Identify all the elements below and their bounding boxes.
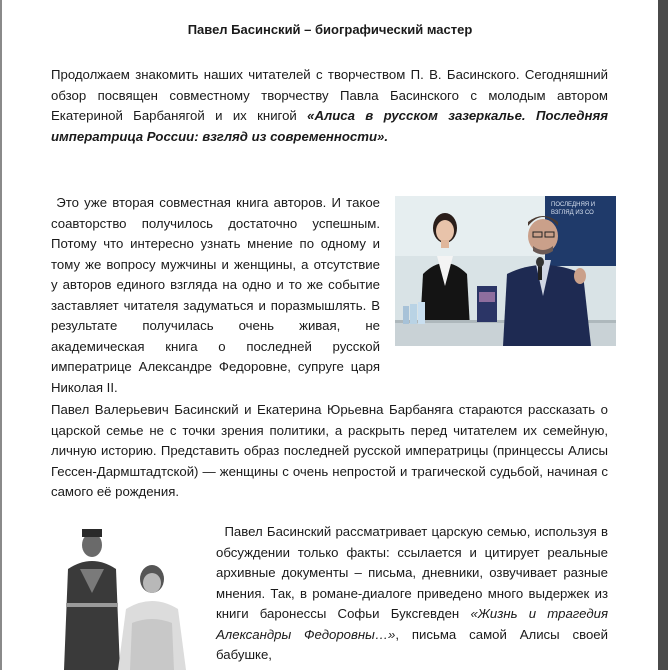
book-title-bold: «Алиса в русском зазеркалье. Последняя императрица России: взгляд из современности». bbox=[51, 108, 609, 144]
intro-paragraph bbox=[51, 65, 608, 147]
intro-text: Продолжаем знакомить наших читателей с творчеством П. В. Басинского. Сегодняшний обзор посвящен совместному творчеству Павла Басинского с молодым автором Екатериной Барбанягой и их книгой bbox=[51, 67, 608, 123]
paragraph-facts-tail: , письма самой Алисы своей бабушке, bbox=[216, 626, 608, 662]
authors-photo bbox=[395, 196, 616, 346]
paragraph-facts bbox=[216, 522, 608, 666]
article-title: Павел Басинский – биографический мастер bbox=[187, 22, 473, 37]
backdrop-text-1: ПОСЛЕДНЯЯ И bbox=[551, 202, 596, 208]
royal-couple-photo bbox=[52, 523, 200, 670]
authors-photo-image bbox=[395, 196, 616, 346]
quoted-book-title: «Жизнь и трагедия Александры Федоровны…» bbox=[216, 606, 608, 642]
paragraph-coauthorship bbox=[51, 193, 380, 398]
paragraph-family-history: Павел Валерьевич Басинский и Екатерина Юрьевна Барбаняга стараются рассказать о царской семье не с точки зрения политики, а раскрыть перед читателем их семейную, личную историю. Представить образ последней русской императрицы (принцессы Алисы Гессен-Дармштадтской) — женщины с очень непростой и трагической судьбой, начиная с самого её рождения. bbox=[51, 402, 608, 499]
paragraph-facts-text: Павел Басинский рассматривает царскую семью, используя в обсуждении только факты: ссылается и цитирует реальные архивные документы – письма, дневники, озвучивает разные мнения. Так, в романе-диалоге приведено много выдержек из книги баронессы Софьи Буксгевден bbox=[216, 524, 609, 621]
backdrop-text-2: ВЗГЛЯД ИЗ СО bbox=[551, 210, 594, 216]
royal-couple-photo-image bbox=[52, 523, 200, 670]
paragraph-coauthorship-text: Это уже вторая совместная книга авторов. И такое соавторство получилось достаточно успешным. Потому что интересно узнать мнение по одному и тому же вопросу мужчины и женщины, а отсутствие у авторов единого взгляда на одно и то же событие заставляет читателя задуматься и поразмышлять. В результате получилась очень живая, не академическая книга о последней русской императрице Александре Федоровне, супруге царя Николая II. bbox=[51, 195, 380, 395]
